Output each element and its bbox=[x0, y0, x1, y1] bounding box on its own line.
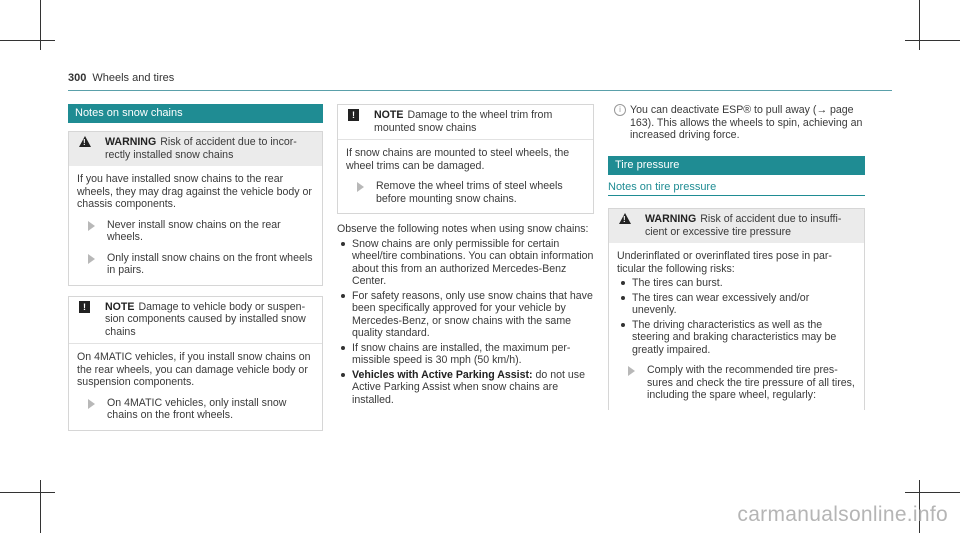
warning-body bbox=[609, 243, 864, 410]
crop-mark bbox=[40, 480, 41, 533]
bullet-icon bbox=[621, 296, 625, 300]
warning-text: If you have installed snow chains to the rear wheels, they may drag against the vehicle body or chassis components. bbox=[77, 173, 312, 210]
note-label: NOTE bbox=[374, 109, 404, 121]
list-item: If snow chains are installed, the maximum permissible speed is 30 mph (50 km/h). bbox=[337, 342, 594, 367]
warning-box bbox=[608, 208, 865, 410]
crop-mark bbox=[40, 0, 41, 50]
note-box bbox=[68, 296, 323, 431]
note-head bbox=[338, 105, 593, 139]
instruction-step: Comply with the recommended tire pressures and check the tire pressure of all tires, including the spare wheel, regularly: bbox=[617, 364, 856, 402]
warning-box bbox=[68, 131, 323, 286]
bullet-icon bbox=[621, 323, 625, 327]
step-arrow-icon bbox=[357, 182, 364, 192]
step-arrow-icon bbox=[88, 221, 95, 231]
column-3 bbox=[608, 104, 865, 410]
step-arrow-icon bbox=[88, 254, 95, 264]
bullet-icon bbox=[341, 294, 345, 298]
instruction-step: Remove the wheel trims of steel wheels before mounting snow chains. bbox=[346, 180, 585, 205]
crop-mark bbox=[905, 40, 960, 41]
instruction-step: Never install snow chains on the rear wheels. bbox=[77, 219, 314, 244]
column-2 bbox=[337, 104, 594, 406]
note-body bbox=[338, 139, 593, 213]
page-header-title: Wheels and tires bbox=[92, 72, 175, 84]
warning-head-text: Risk of accident due to insufficient or excessive tire pressure bbox=[645, 213, 842, 238]
warning-text: Underinflated or overinflated tires pose in particular the following risks: bbox=[617, 250, 832, 275]
list-item: Snow chains are only permissible for certain wheel/tire combinations. You can obtain information about this from an authorized Mercedes-Benz Center. bbox=[337, 238, 594, 288]
note-text: If snow chains are mounted to steel wheels, the wheel trims can be damaged. bbox=[346, 147, 570, 172]
note-text: On 4MATIC vehicles, if you install snow chains on the rear wheels, you can damage vehicle body or suspension components. bbox=[77, 351, 311, 388]
note-head-text: Damage to the wheel trim from mounted snow chains bbox=[374, 109, 553, 134]
warning-head bbox=[69, 132, 322, 166]
intro-text: Observe the following notes when using snow chains: bbox=[337, 223, 589, 235]
header-rule bbox=[68, 90, 892, 91]
bullet-icon bbox=[621, 281, 625, 285]
step-arrow-icon bbox=[88, 399, 95, 409]
list-item: For safety reasons, only use snow chains that have been specifically approved for your vehicle by Mercedes-Benz, or snow chains with the same quality standard. bbox=[337, 290, 594, 340]
bullet-icon bbox=[341, 373, 345, 377]
note-label: NOTE bbox=[105, 300, 135, 313]
page-header bbox=[68, 72, 174, 84]
warning-icon bbox=[79, 136, 91, 147]
crop-mark bbox=[905, 492, 960, 493]
note-head-text: Damage to vehicle body or suspension components caused by installed snow chains bbox=[105, 300, 306, 338]
warning-body bbox=[69, 166, 322, 285]
warning-icon bbox=[619, 213, 631, 224]
section-bar-tire-pressure: Tire pressure bbox=[608, 156, 865, 175]
warning-label: WARNING bbox=[645, 213, 697, 225]
list-item: The tires can burst. bbox=[617, 277, 856, 290]
step-arrow-icon bbox=[628, 366, 635, 376]
section-bar-snow-chains: Notes on snow chains bbox=[68, 104, 323, 123]
info-text: You can deactivate ESP® to pull away (→ page 163). This allows the wheels to spin, achieving an increased driving force. bbox=[630, 104, 863, 141]
list-item: Vehicles with Active Parking Assist: do not use Active Parking Assist when snow chains are installed. bbox=[337, 369, 594, 407]
note-icon: ! bbox=[348, 109, 359, 121]
column-1 bbox=[68, 104, 323, 431]
note-body bbox=[69, 343, 322, 430]
list-item: The tires can wear excessively and/or unevenly. bbox=[617, 292, 856, 317]
crop-mark bbox=[0, 40, 55, 41]
list-item: The driving characteristics as well as the steering and braking characteristics may be greatly impaired. bbox=[617, 319, 856, 357]
note-box bbox=[337, 104, 594, 214]
bullet-icon bbox=[341, 346, 345, 350]
crop-mark bbox=[919, 0, 920, 50]
warning-label: WARNING bbox=[105, 136, 157, 148]
note-head bbox=[69, 297, 322, 344]
info-note bbox=[608, 104, 865, 142]
warning-head-text: Risk of accident due to incorrectly installed snow chains bbox=[105, 136, 297, 161]
instruction-step: On 4MATIC vehicles, only install snow chains on the front wheels. bbox=[77, 397, 314, 422]
bullet-icon bbox=[341, 242, 345, 246]
subheading-tire-pressure: Notes on tire pressure bbox=[608, 181, 865, 197]
watermark: carmanualsonline.info bbox=[737, 503, 948, 526]
warning-head bbox=[609, 209, 864, 243]
crop-mark bbox=[0, 492, 55, 493]
note-icon: ! bbox=[79, 301, 90, 313]
info-icon: i bbox=[614, 104, 626, 116]
page-number: 300 bbox=[68, 72, 87, 84]
instruction-step: Only install snow chains on the front wheels in pairs. bbox=[77, 252, 314, 277]
